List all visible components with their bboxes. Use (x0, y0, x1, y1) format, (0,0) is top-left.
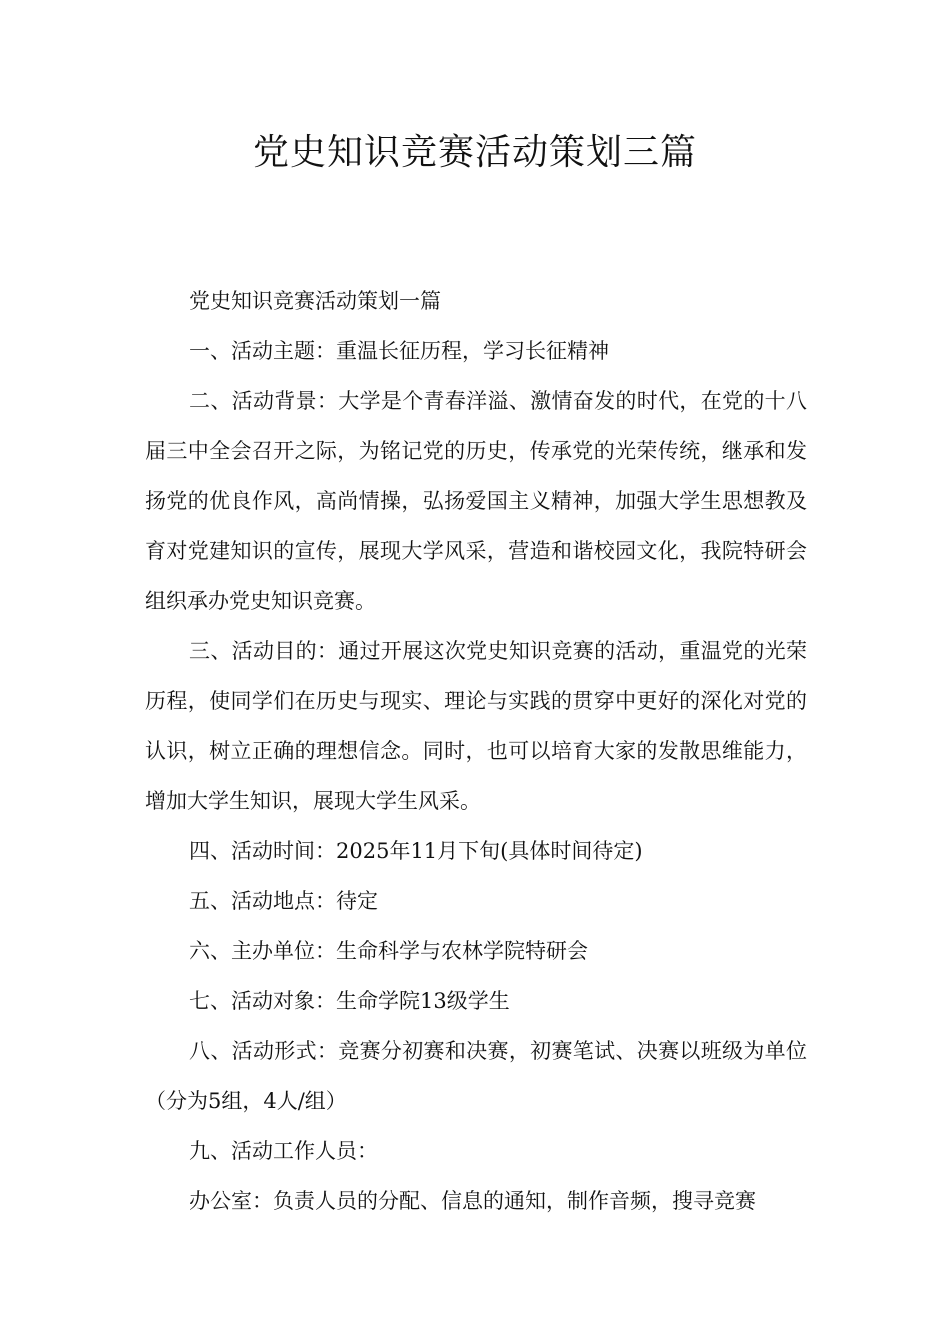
paragraph-organizer: 六、主办单位：生命科学与农林学院特研会 (189, 939, 588, 963)
document-body (145, 276, 807, 1226)
section-subtitle: 党史知识竞赛活动策划一篇 (189, 289, 441, 313)
paragraph-time: 四、活动时间：2025年11月下旬(具体时间待定) (189, 839, 643, 863)
paragraph-theme: 一、活动主题：重温长征历程，学习长征精神 (189, 339, 609, 363)
document-title: 党史知识竞赛活动策划三篇 (252, 132, 697, 173)
paragraph-background: 二、活动背景：大学是个青春洋溢、激情奋发的时代，在党的十八届三中全会召开之际，为铭记党的历史，传承党的光荣传统，继承和发扬党的优良作风，高尚情操，弘扬爱国主义精神，加强大学生思想教及育对党建知识的宣传，展现大学风采，营造和谐校园文化，我院特研会组织承办党史知识竞赛。 (145, 389, 807, 613)
paragraph-purpose: 三、活动目的：通过开展这次党史知识竞赛的活动，重温党的光荣历程，使同学们在历史与现实、理论与实践的贯穿中更好的深化对党的认识，树立正确的理想信念。同时，也可以培育大家的发散思维能力，增加大学生知识，展现大学生风采。 (145, 639, 807, 813)
paragraph-staff: 九、活动工作人员： (189, 1139, 378, 1163)
paragraph-location: 五、活动地点：待定 (189, 889, 378, 913)
paragraph-format: 八、活动形式：竞赛分初赛和决赛，初赛笔试、决赛以班级为单位（分为5组，4人/组） (145, 1039, 807, 1113)
paragraph-office: 办公室：负责人员的分配、信息的通知，制作音频，搜寻竞赛 (189, 1189, 756, 1213)
paragraph-audience: 七、活动对象：生命学院13级学生 (189, 989, 510, 1013)
